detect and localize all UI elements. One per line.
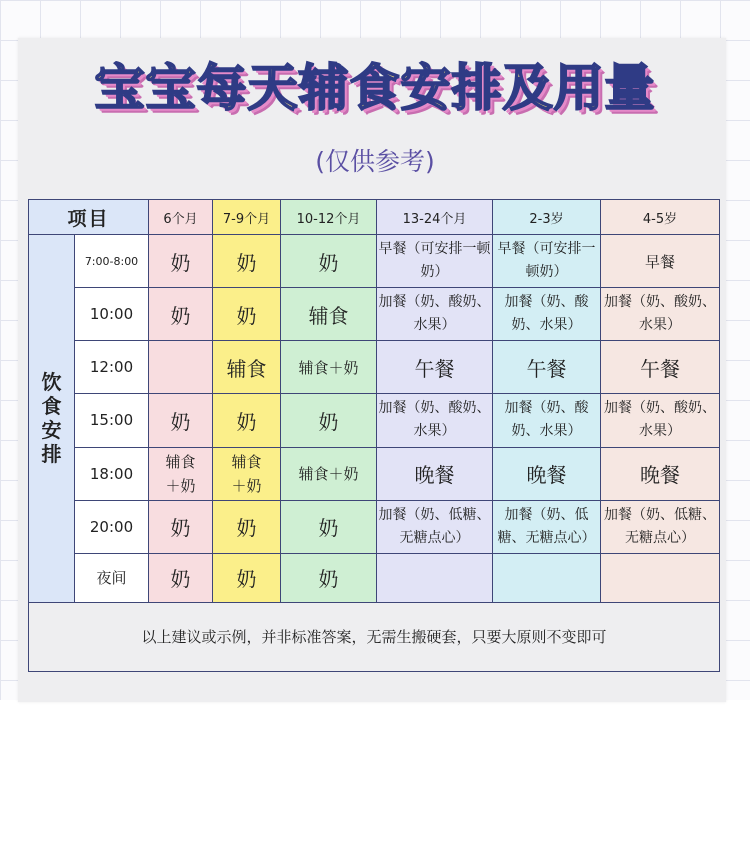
- table-row: [29, 553, 720, 602]
- time-cell: 12:00: [75, 341, 149, 394]
- table-cell: 晚餐: [493, 447, 601, 500]
- table-cell: 加餐（奶、低糖、无糖点心）: [601, 500, 720, 553]
- col-header-10-12m: 10-12个月: [281, 200, 377, 235]
- table-cell: 奶: [149, 394, 213, 447]
- table-cell-text: 辅食＋奶: [165, 452, 196, 495]
- table-row: [29, 235, 720, 288]
- table-cell: 午餐: [493, 341, 601, 394]
- table-cell: 加餐（奶、酸奶、水果）: [377, 394, 493, 447]
- table-cell: 辅食＋奶: [281, 341, 377, 394]
- col-header-2-3y: 2-3岁: [493, 200, 601, 235]
- side-label-text: 饮食安排: [41, 370, 62, 467]
- table-cell: 奶: [149, 235, 213, 288]
- time-cell: 15:00: [75, 394, 149, 447]
- table-row: [29, 500, 720, 553]
- table-cell: 奶: [149, 500, 213, 553]
- table-cell: [601, 553, 720, 602]
- time-cell: 10:00: [75, 288, 149, 341]
- table-cell: 辅食: [281, 288, 377, 341]
- table-row: [29, 394, 720, 447]
- table-row: [29, 447, 720, 500]
- col-header-13-24m: 13-24个月: [377, 200, 493, 235]
- table-cell-text: 辅食＋奶: [231, 452, 262, 495]
- table-cell: 奶: [213, 235, 281, 288]
- table-cell: 奶: [281, 500, 377, 553]
- col-header-4-5y: 4-5岁: [601, 200, 720, 235]
- table-cell: 奶: [213, 394, 281, 447]
- table-cell: [149, 447, 213, 500]
- col-header-7-9m: 7-9个月: [213, 200, 281, 235]
- table-cell: [149, 341, 213, 394]
- table-cell: 加餐（奶、酸奶、水果）: [377, 288, 493, 341]
- table-cell: 奶: [281, 394, 377, 447]
- table-row: [29, 341, 720, 394]
- table-cell: 加餐（奶、酸奶、水果）: [601, 288, 720, 341]
- table-cell: [493, 553, 601, 602]
- table-cell: 早餐（可安排一顿奶）: [493, 235, 601, 288]
- page-title: 宝宝每天辅食安排及用量: [94, 59, 656, 117]
- time-cell: 20:00: [75, 500, 149, 553]
- time-cell: 夜间: [75, 553, 149, 602]
- table-cell: [213, 447, 281, 500]
- time-cell: 18:00: [75, 447, 149, 500]
- table-cell: 午餐: [377, 341, 493, 394]
- header-row: [29, 200, 720, 235]
- table-cell: 晚餐: [601, 447, 720, 500]
- table-cell: 早餐: [601, 235, 720, 288]
- table-cell: 加餐（奶、酸奶、水果）: [601, 394, 720, 447]
- table-cell: 加餐（奶、酸奶、水果）: [493, 394, 601, 447]
- page-subtitle: (仅供参考): [315, 147, 435, 176]
- table-cell: 晚餐: [377, 447, 493, 500]
- table-cell: 奶: [149, 288, 213, 341]
- table-cell: 午餐: [601, 341, 720, 394]
- table-row: [29, 288, 720, 341]
- table-cell: 加餐（奶、低糖、无糖点心）: [493, 500, 601, 553]
- table-cell: 奶: [149, 553, 213, 602]
- table-cell: 奶: [213, 288, 281, 341]
- time-cell: 7:00-8:00: [75, 235, 149, 288]
- table-cell: 奶: [281, 553, 377, 602]
- project-header: 项目: [29, 200, 149, 235]
- table-cell: 加餐（奶、低糖、无糖点心）: [377, 500, 493, 553]
- table-cell: 辅食＋奶: [281, 447, 377, 500]
- footer-note: 以上建议或示例，并非标准答案，无需生搬硬套，只要大原则不变即可: [29, 602, 720, 671]
- table-cell: 奶: [281, 235, 377, 288]
- side-label: [29, 235, 75, 603]
- col-header-6m: 6个月: [149, 200, 213, 235]
- table-cell: 奶: [213, 553, 281, 602]
- footer-row: [29, 602, 720, 671]
- schedule-table: [28, 199, 720, 672]
- table-cell: 辅食: [213, 341, 281, 394]
- table-cell: 奶: [213, 500, 281, 553]
- table-cell: 早餐（可安排一顿奶）: [377, 235, 493, 288]
- table-cell: 加餐（奶、酸奶、水果）: [493, 288, 601, 341]
- table-cell: [377, 553, 493, 602]
